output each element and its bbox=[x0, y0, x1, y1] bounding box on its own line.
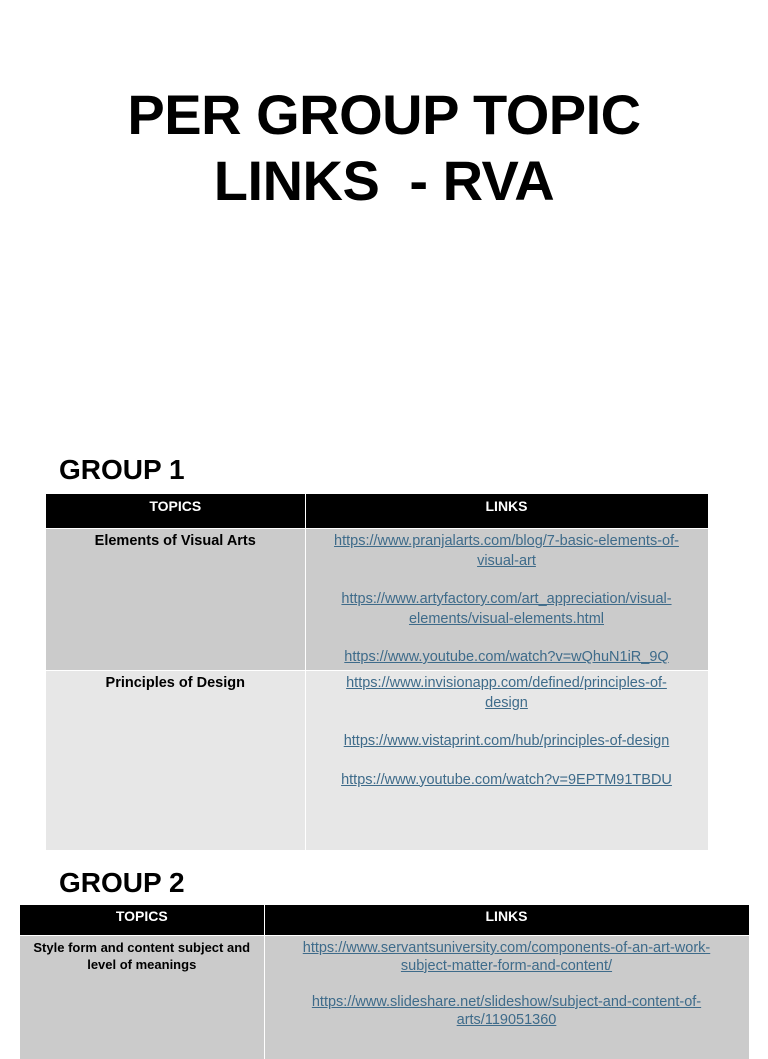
group-1-table bbox=[46, 494, 709, 850]
links-column-header: LINKS bbox=[305, 494, 708, 529]
table-header-row bbox=[46, 494, 708, 529]
table-row bbox=[20, 936, 749, 1059]
links-cell bbox=[305, 671, 708, 851]
page-title bbox=[0, 82, 768, 214]
link-servantsuniversity[interactable]: https://www.servantsuniversity.com/components-of-an-art-work- subject-matter-form-and-content/ bbox=[265, 939, 749, 975]
link-pranjalarts[interactable]: https://www.pranjalarts.com/blog/7-basic-elements-of- visual-art bbox=[306, 532, 708, 571]
link-artyfactory[interactable]: https://www.artyfactory.com/art_appreciation/visual- elements/visual-elements.html bbox=[306, 590, 708, 629]
table-header-row bbox=[20, 905, 749, 936]
topic-label-line-1: Style form and content subject and bbox=[26, 939, 258, 956]
topic-label: Principles of Design bbox=[106, 675, 245, 691]
page-title-line-2: LINKS - RVA bbox=[0, 148, 768, 214]
table-row bbox=[46, 529, 708, 671]
group-2-table bbox=[20, 905, 750, 1059]
page-title-line-1: PER GROUP TOPIC bbox=[0, 82, 768, 148]
topic-cell bbox=[20, 936, 264, 1059]
topic-cell bbox=[46, 529, 305, 671]
topics-column-header: TOPICS bbox=[46, 494, 305, 529]
topic-label: Elements of Visual Arts bbox=[95, 533, 256, 549]
topic-label-line-2: level of meanings bbox=[26, 956, 258, 973]
links-cell bbox=[264, 936, 749, 1059]
link-invisionapp[interactable]: https://www.invisionapp.com/defined/principles-of- design bbox=[306, 674, 708, 713]
link-youtube-principles[interactable]: https://www.youtube.com/watch?v=9EPTM91TBDU bbox=[306, 771, 708, 791]
topics-column-header: TOPICS bbox=[20, 905, 264, 936]
group-1-heading: GROUP 1 bbox=[59, 454, 185, 486]
link-vistaprint[interactable]: https://www.vistaprint.com/hub/principles-of-design bbox=[306, 732, 708, 752]
links-cell bbox=[305, 529, 708, 671]
link-youtube-elements[interactable]: https://www.youtube.com/watch?v=wQhuN1iR_9Q bbox=[306, 648, 708, 668]
group-2-heading: GROUP 2 bbox=[59, 867, 185, 899]
table-row bbox=[46, 671, 708, 851]
topic-cell bbox=[46, 671, 305, 851]
links-column-header: LINKS bbox=[264, 905, 749, 936]
link-slideshare[interactable]: https://www.slideshare.net/slideshow/subject-and-content-of- arts/119051360 bbox=[265, 993, 749, 1029]
